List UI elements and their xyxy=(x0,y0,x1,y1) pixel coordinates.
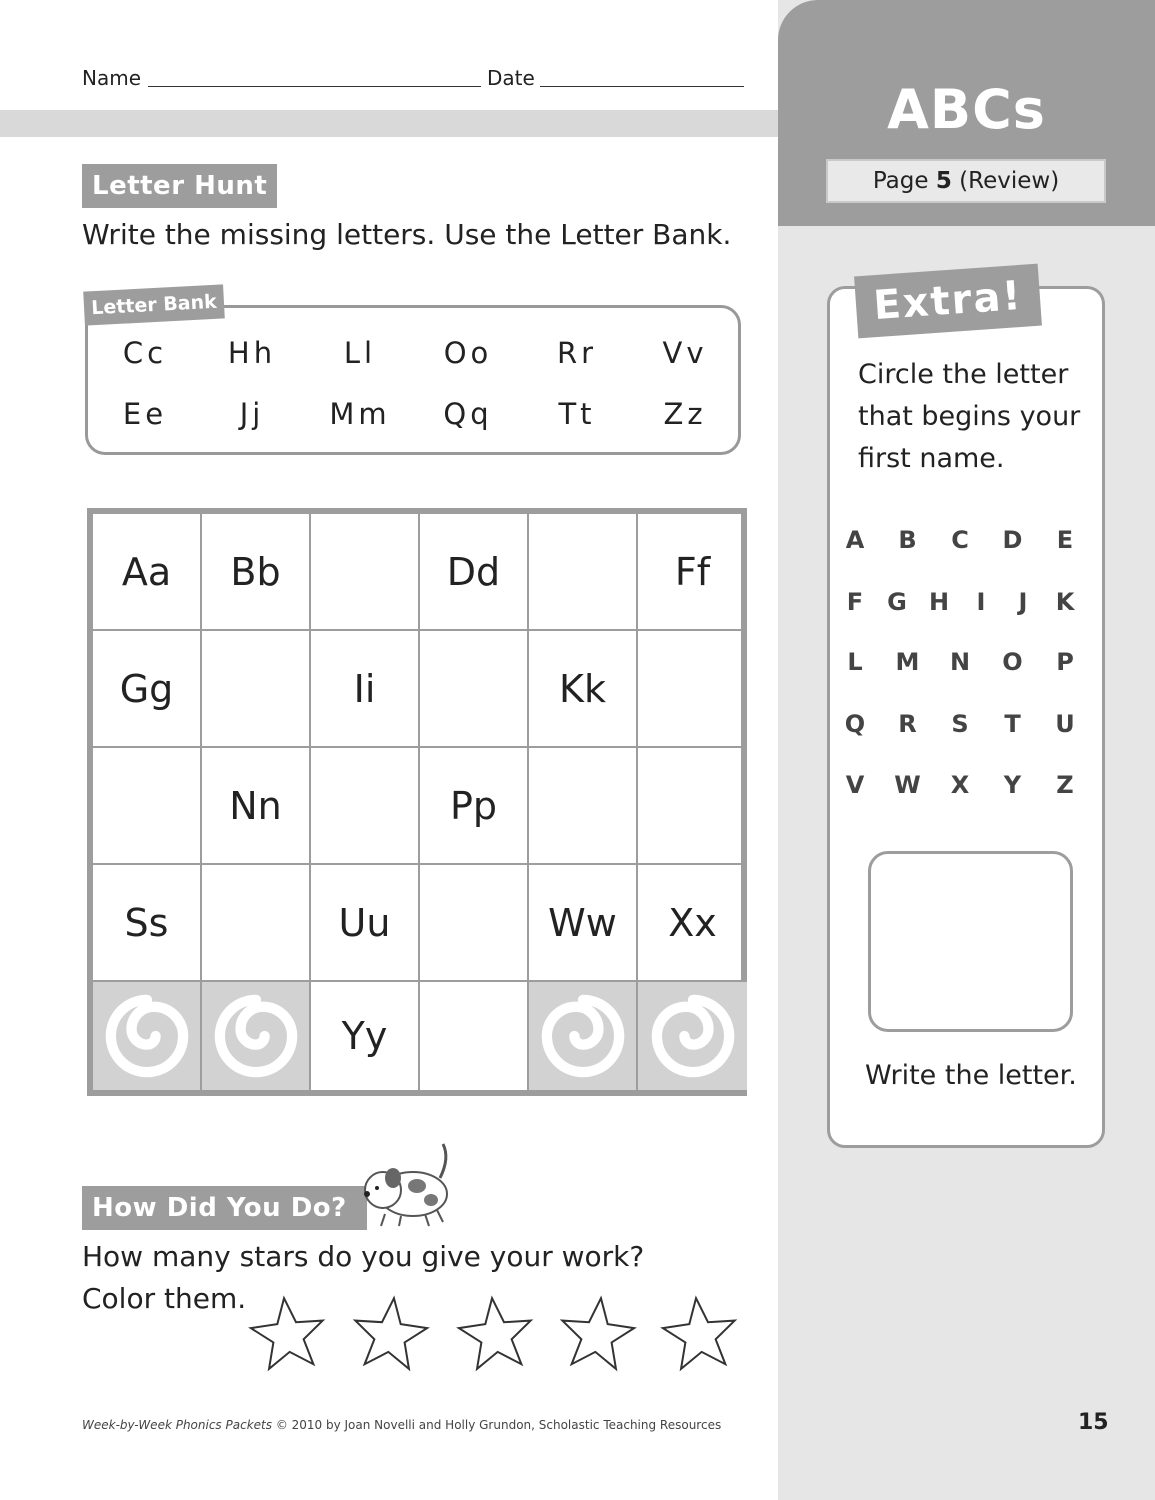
alphabet-letter[interactable]: Y xyxy=(1003,771,1022,799)
grid-cell xyxy=(311,631,420,748)
grid-cell xyxy=(311,982,420,1090)
grid-cell xyxy=(420,748,529,865)
bank-letter: Cc xyxy=(122,336,168,370)
grid-letter: Dd xyxy=(446,549,501,594)
star-icon[interactable] xyxy=(350,1294,430,1374)
star-icon[interactable] xyxy=(557,1294,637,1374)
grid-cell xyxy=(529,631,638,748)
grid-letter: Ss xyxy=(124,900,169,945)
grid-cell xyxy=(529,865,638,982)
grid-cell-decorated xyxy=(529,982,638,1090)
grid-letter: Yy xyxy=(341,1014,388,1058)
grid-cell xyxy=(311,865,420,982)
grid-letter: Aa xyxy=(121,549,172,594)
star-icon[interactable] xyxy=(248,1294,328,1374)
alphabet-letter[interactable]: M xyxy=(895,648,920,676)
extra-instruction xyxy=(858,354,1098,480)
grid-cell-blank[interactable] xyxy=(311,514,420,631)
grid-cell-blank[interactable] xyxy=(638,748,747,865)
grid-letter: Uu xyxy=(338,900,391,945)
letter-hunt-instruction: Write the missing letters. Use the Letter Bank. xyxy=(82,218,732,251)
grid-cell xyxy=(93,514,202,631)
grid-cell-blank[interactable] xyxy=(202,631,311,748)
grid-cell-blank[interactable] xyxy=(420,865,529,982)
grid-cell xyxy=(420,514,529,631)
bank-letter: Zz xyxy=(663,397,707,431)
grid-cell-blank[interactable] xyxy=(529,514,638,631)
alphabet-letter[interactable]: V xyxy=(845,771,865,799)
bank-letter: Rr xyxy=(556,336,598,370)
grid-cell xyxy=(93,631,202,748)
date-line[interactable] xyxy=(540,86,744,87)
book-title: Week-by-Week Phonics Packets xyxy=(82,1418,272,1432)
grid-letter: Xx xyxy=(668,900,717,945)
letter-bank xyxy=(85,305,741,455)
grid-cell-blank[interactable] xyxy=(638,631,747,748)
bank-letter: Ee xyxy=(122,397,168,431)
alphabet-letter[interactable]: X xyxy=(950,771,970,799)
alphabet-letter[interactable]: U xyxy=(1055,710,1075,738)
grid-cell-blank[interactable] xyxy=(420,982,529,1090)
grid-cell xyxy=(202,748,311,865)
alphabet-letter[interactable]: H xyxy=(928,588,950,616)
alphabet-letter[interactable]: O xyxy=(1002,648,1023,676)
bank-letter: Hh xyxy=(227,336,277,370)
grid-letter: Gg xyxy=(119,666,174,711)
alphabet-letter[interactable]: S xyxy=(951,710,969,738)
bank-letter: Vv xyxy=(662,336,708,370)
bank-letter: Mm xyxy=(329,397,391,431)
stars-question: How many stars do you give your work? xyxy=(82,1240,645,1273)
page-suffix: (Review) xyxy=(959,168,1060,194)
grid-letter: Nn xyxy=(229,783,282,828)
grid-cell-blank[interactable] xyxy=(311,748,420,865)
how-did-you-do-label: How Did You Do? xyxy=(82,1186,367,1230)
write-letter-box[interactable] xyxy=(868,851,1073,1032)
alphabet-letter[interactable]: Q xyxy=(844,710,866,738)
alphabet-letter[interactable]: T xyxy=(1004,710,1021,738)
grid-cell-decorated xyxy=(202,982,311,1090)
letter-hunt-label: Letter Hunt xyxy=(82,164,277,208)
bank-letter: Qq xyxy=(443,397,493,431)
bank-letter: Ll xyxy=(343,336,377,370)
extra-label: Extra! xyxy=(854,264,1042,339)
footer-credit xyxy=(82,1418,721,1432)
alphabet-letter[interactable]: D xyxy=(1002,526,1023,554)
bank-letter: Tt xyxy=(558,397,596,431)
grid-cell xyxy=(202,514,311,631)
grid-cell-blank[interactable] xyxy=(202,865,311,982)
alphabet-letter[interactable]: J xyxy=(1018,588,1028,616)
grid-letter: Kk xyxy=(559,666,606,711)
swirl-icon xyxy=(213,993,299,1079)
alphabet-letter[interactable]: P xyxy=(1056,648,1074,676)
alphabet-letter[interactable]: C xyxy=(951,526,969,554)
alphabet-letter[interactable]: A xyxy=(845,526,865,554)
alphabet-letter[interactable]: K xyxy=(1055,588,1075,616)
page-indicator xyxy=(826,159,1106,203)
grid-letter: Ww xyxy=(548,900,617,945)
alphabet-letter[interactable]: W xyxy=(894,771,921,799)
page-prefix: Page xyxy=(872,168,929,194)
alphabet-letter[interactable]: R xyxy=(898,710,917,738)
alphabet-letter[interactable]: L xyxy=(847,648,863,676)
letter-bank-label: Letter Bank xyxy=(83,284,225,325)
grid-letter: Ii xyxy=(353,666,376,711)
name-line[interactable] xyxy=(148,86,481,87)
grid-cell xyxy=(638,514,747,631)
swirl-icon xyxy=(104,993,190,1079)
bank-letter: Jj xyxy=(239,397,265,431)
extra-instruction-line: Circle the letter xyxy=(858,359,1069,390)
page-number: 5 xyxy=(935,168,952,194)
grid-cells xyxy=(93,514,741,1090)
alphabet-letter[interactable]: F xyxy=(846,588,864,616)
grid-cell xyxy=(93,865,202,982)
grid-cell-blank[interactable] xyxy=(529,748,638,865)
grid-letter: Bb xyxy=(230,549,281,594)
grid-cell xyxy=(638,865,747,982)
puppy-illustration xyxy=(355,1138,455,1230)
bank-letter: Oo xyxy=(443,336,493,370)
stars-instruction: Color them. xyxy=(82,1282,247,1315)
alphabet-letter[interactable]: I xyxy=(976,588,986,616)
copyright: © 2010 by Joan Novelli and Holly Grundon, Scholastic Teaching Resources xyxy=(275,1418,722,1432)
extra-instruction-line: that begins your xyxy=(858,401,1081,432)
star-icon[interactable] xyxy=(660,1294,740,1374)
swirl-icon xyxy=(540,993,626,1079)
write-instruction: Write the letter. xyxy=(865,1060,1077,1091)
alphabet-letter[interactable]: E xyxy=(1056,526,1074,554)
grid-letter: Pp xyxy=(449,783,498,828)
grid-cell-decorated xyxy=(638,982,747,1090)
alphabet-letter[interactable]: G xyxy=(887,588,907,616)
grid-cell-blank[interactable] xyxy=(420,631,529,748)
letter-grid xyxy=(87,508,747,1096)
alphabet-letter[interactable]: Z xyxy=(1056,771,1074,799)
swirl-icon xyxy=(650,993,736,1079)
unit-title: ABCs xyxy=(887,78,1046,141)
grid-cell-decorated xyxy=(93,982,202,1090)
extra-instruction-line: first name. xyxy=(858,443,1005,474)
grid-cell-blank[interactable] xyxy=(93,748,202,865)
alphabet-letter[interactable]: B xyxy=(898,526,917,554)
page-number-footer: 15 xyxy=(1078,1410,1109,1435)
alphabet-letter[interactable]: N xyxy=(949,648,971,676)
header-band xyxy=(0,110,778,137)
date-label: Date xyxy=(487,66,535,90)
star-icon[interactable] xyxy=(456,1294,536,1374)
name-label: Name xyxy=(82,66,142,90)
grid-letter: Ff xyxy=(674,549,711,594)
